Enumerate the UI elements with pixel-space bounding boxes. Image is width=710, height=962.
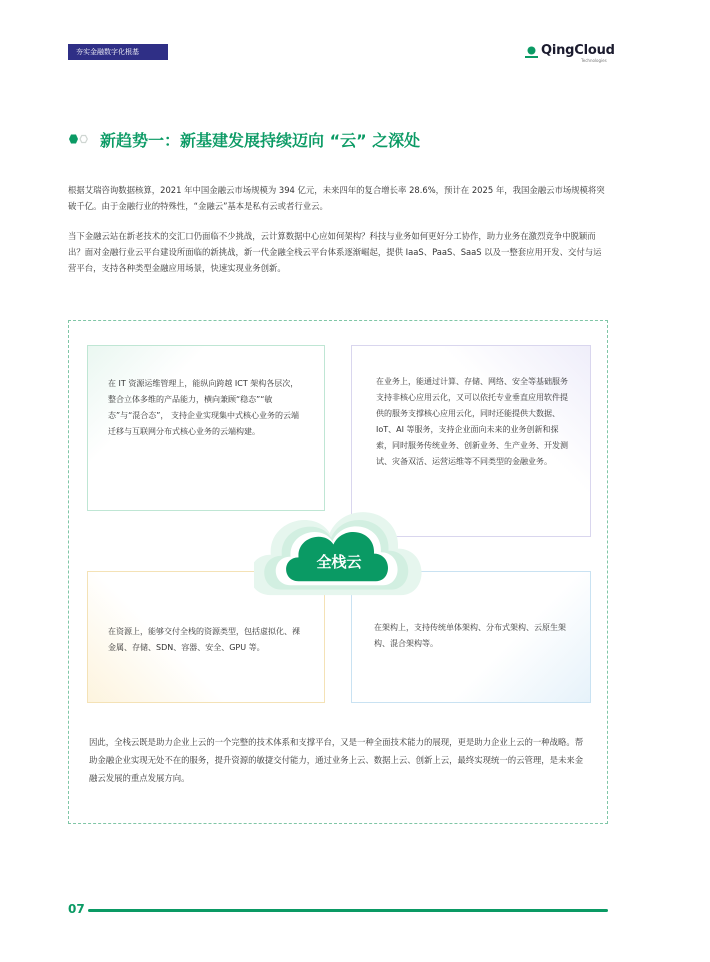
card-it-operations-text: 在 IT 资源运维管理上，能纵向跨越 ICT 架构各层次，整合立体多维的产品能力，横向兼顾“稳态”“敏态”与“混合态”， 支持企业实现集中式核心业务的云端迁移与互联网分布式核心业务的云端构建。 — [108, 379, 299, 436]
logo-name: QingCloud — [541, 43, 615, 58]
section-title-text: 新趋势一：新基建发展持续迈向 “云” 之深处 — [100, 130, 421, 150]
full-stack-cloud-diagram — [68, 320, 608, 824]
page-number: 07 — [68, 902, 85, 916]
conclusion-paragraph: 因此，全栈云既是助力企业上云的一个完整的技术体系和支撑平台，又是一种全面技术能力的展现，更是助力企业上云的一种战略。帮助金融企业实现无处不在的服务，提升资源的敏捷交付能力，通过业务上云、数据上云、创新上云，最终实现统一的云管理，是未来金融云发展的重点发展方向。 — [89, 737, 584, 783]
intro-paragraph-1: 根据艾瑞咨询数据核算，2021 年中国金融云市场规模为 394 亿元，未来四年的复合增长率 28.6%，预计在 2025 年，我国金融云市场规模将突破千亿。由于金融行业的特殊性，“金融云”基本是私有云或者行业云。 — [68, 185, 605, 211]
full-stack-cloud-emblem — [254, 483, 424, 623]
section-title — [68, 128, 420, 150]
hexagon-bullet-icon — [68, 132, 90, 146]
header-tag: 夯实金融数字化根基 — [68, 44, 168, 60]
qingcloud-logo-icon — [525, 45, 538, 58]
card-business-text: 在业务上，能通过计算、存储、网络、安全等基础服务支持非核心应用云化，又可以依托专业垂直应用软件提供的服务支撑核心应用云化，同时还能提供大数据、IoT、AI 等服务，支持企业面向未来的业务创新和探索，同时服务传统业务、创新业务、生产业务、开发测试、灾备双活、运营运维等不同类型的金融业务。 — [376, 377, 568, 466]
card-resources-text: 在资源上，能够交付全栈的资源类型，包括虚拟化、裸金属、存储、SDN、容器、安全、GPU 等。 — [108, 627, 300, 652]
card-architecture-text: 在架构上，支持传统单体架构、分布式架构、云原生架构、混合架构等。 — [374, 623, 566, 648]
intro-paragraph-2: 当下金融云站在新老技术的交汇口仍面临不少挑战，云计算数据中心应如何架构？科技与业务如何更好分工协作，助力业务在激烈竞争中脱颖而出？面对金融行业云平台建设所面临的新挑战，新一代金融全栈云平台体系逐渐崛起，提供 IaaS、PaaS、SaaS 以及一整套应用开发、交付与运营平台，支持各种类型金融应用场景，快速实现业务创新。 — [68, 231, 602, 273]
qingcloud-logo — [525, 43, 615, 65]
logo-subtitle: Technologies — [581, 58, 607, 63]
footer-divider — [88, 909, 608, 912]
cloud-center-label: 全栈云 — [316, 553, 362, 571]
